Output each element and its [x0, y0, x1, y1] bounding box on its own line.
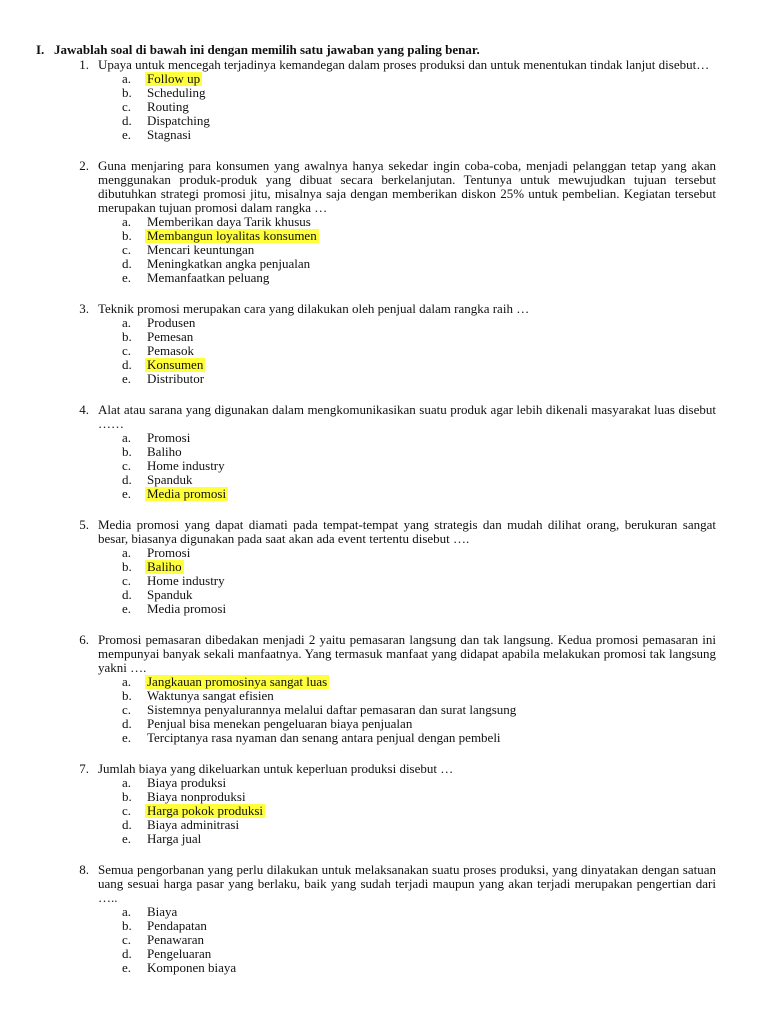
option-letter: d.: [122, 817, 132, 832]
option-letter: b.: [122, 559, 132, 574]
option-letter: b.: [122, 228, 132, 243]
option-letter: c.: [122, 343, 132, 358]
question-text: Promosi pemasaran dibedakan menjadi 2 yaitu pemasaran langsung dan tak langsung. Kedua promosi pemasaran ini mempunyai banyak sekali manfaatnya. Yang termasuk manfaat yang didapat apabila melakukan promosi tak langsung yakni ….: [98, 632, 716, 675]
highlighted-answer: Konsumen: [147, 357, 204, 372]
answer-option: [98, 86, 716, 100]
option-list: [98, 905, 716, 975]
question-item: [36, 633, 716, 745]
option-text: Pemasok: [147, 343, 194, 358]
answer-option: [98, 689, 716, 703]
question-body: [98, 762, 716, 846]
option-text: Penawaran: [147, 932, 205, 947]
option-letter: a.: [122, 430, 132, 445]
option-list: [98, 776, 716, 846]
option-letter: e.: [122, 127, 132, 142]
option-text: Komponen biaya: [147, 960, 237, 975]
question-number: 1.: [79, 57, 89, 72]
option-text: Memberikan daya Tarik khusus: [147, 214, 311, 229]
question-item: [36, 863, 716, 975]
answer-option: [98, 445, 716, 459]
option-letter: c.: [122, 99, 132, 114]
question-number: 5.: [79, 517, 89, 532]
answer-option: [98, 487, 716, 501]
option-text: Pendapatan: [147, 918, 207, 933]
answer-option: [98, 804, 716, 818]
option-letter: c.: [122, 702, 132, 717]
question-body: [98, 518, 716, 616]
option-letter: c.: [122, 458, 132, 473]
question-list: [36, 58, 716, 975]
question-item: [36, 403, 716, 501]
option-text: Produsen: [147, 315, 196, 330]
option-letter: e.: [122, 371, 132, 386]
answer-option: [98, 128, 716, 142]
question-body: [98, 302, 716, 386]
option-letter: b.: [122, 789, 132, 804]
option-text: Sistemnya penyalurannya melalui daftar pemasaran dan surat langsung: [147, 702, 517, 717]
question-body: [98, 58, 716, 142]
question-text: Upaya untuk mencegah terjadinya kemandegan dalam proses produksi dan untuk menentukan tindak lanjut disebut…: [98, 57, 710, 72]
highlighted-answer: Harga pokok produksi: [147, 803, 264, 818]
option-text: Waktunya sangat efisien: [147, 688, 274, 703]
question-number: 7.: [79, 761, 89, 776]
option-letter: c.: [122, 803, 132, 818]
option-letter: c.: [122, 932, 132, 947]
section-number: I.: [36, 42, 45, 57]
option-text: Promosi: [147, 430, 191, 445]
option-text: Biaya adminitrasi: [147, 817, 240, 832]
option-list: [98, 431, 716, 501]
option-text: Terciptanya rasa nyaman dan senang antara penjual dengan pembeli: [147, 730, 501, 745]
option-letter: a.: [122, 904, 132, 919]
question-number: 3.: [79, 301, 89, 316]
option-letter: b.: [122, 329, 132, 344]
answer-option: [98, 588, 716, 602]
option-list: [98, 546, 716, 616]
question-text: Teknik promosi merupakan cara yang dilakukan oleh penjual dalam rangka raih …: [98, 301, 530, 316]
question-text: Alat atau sarana yang digunakan dalam mengkomunikasikan suatu produk agar lebih dikenali masyarakat luas disebut ……: [98, 402, 716, 431]
option-letter: e.: [122, 730, 132, 745]
answer-option: [98, 832, 716, 846]
question-number: 2.: [79, 158, 89, 173]
answer-option: [98, 818, 716, 832]
question-item: [36, 58, 716, 142]
option-text: Biaya nonproduksi: [147, 789, 246, 804]
option-letter: a.: [122, 214, 132, 229]
section-instruction: Jawablah soal di bawah ini dengan memilih satu jawaban yang paling benar.: [54, 42, 480, 57]
question-number: 6.: [79, 632, 89, 647]
question-item: [36, 518, 716, 616]
answer-option: [98, 271, 716, 285]
option-letter: a.: [122, 315, 132, 330]
option-letter: d.: [122, 256, 132, 271]
option-list: [98, 316, 716, 386]
option-text: Promosi: [147, 545, 191, 560]
option-text: Spanduk: [147, 472, 193, 487]
option-letter: e.: [122, 270, 132, 285]
option-text: Spanduk: [147, 587, 193, 602]
option-letter: e.: [122, 831, 132, 846]
option-letter: c.: [122, 573, 132, 588]
question-body: [98, 403, 716, 501]
answer-option: [98, 574, 716, 588]
option-letter: c.: [122, 242, 132, 257]
option-letter: a.: [122, 545, 132, 560]
option-text: Stagnasi: [147, 127, 192, 142]
option-letter: d.: [122, 716, 132, 731]
question-item: [36, 159, 716, 285]
option-text: Harga jual: [147, 831, 202, 846]
highlighted-answer: Baliho: [147, 559, 182, 574]
option-text: Penjual bisa menekan pengeluaran biaya penjualan: [147, 716, 413, 731]
question-text: Guna menjaring para konsumen yang awalnya hanya sekedar ingin coba-coba, menjadi pelanggan tetap yang akan menggunakan produk-produk yang dibuat secara berkelanjutan. Tentunya untuk mewujudkan tujuan tersebut dibutuhkan strategi promosi jitu, misalnya saja dengan memberikan diskon 25% untuk pembelian. Kegiatan tersebut merupakan tujuan promosi dalam rangka …: [98, 158, 716, 215]
answer-option: [98, 372, 716, 386]
option-text: Routing: [147, 99, 189, 114]
answer-option: [98, 790, 716, 804]
option-text: Distributor: [147, 371, 205, 386]
answer-option: [98, 560, 716, 574]
highlighted-answer: Follow up: [147, 71, 201, 86]
answer-option: [98, 717, 716, 731]
option-letter: d.: [122, 472, 132, 487]
answer-option: [98, 229, 716, 243]
option-letter: a.: [122, 674, 132, 689]
answer-option: [98, 546, 716, 560]
option-text: Pengeluaran: [147, 946, 212, 961]
answer-option: [98, 358, 716, 372]
option-list: [98, 72, 716, 142]
option-text: Meningkatkan angka penjualan: [147, 256, 311, 271]
answer-option: [98, 933, 716, 947]
answer-option: [98, 459, 716, 473]
option-letter: b.: [122, 918, 132, 933]
answer-option: [98, 473, 716, 487]
question-number: 4.: [79, 402, 89, 417]
option-letter: d.: [122, 946, 132, 961]
answer-option: [98, 257, 716, 271]
answer-option: [98, 919, 716, 933]
answer-option: [98, 215, 716, 229]
option-letter: b.: [122, 85, 132, 100]
option-text: Home industry: [147, 573, 225, 588]
option-list: [98, 675, 716, 745]
question-text: Jumlah biaya yang dikeluarkan untuk keperluan produksi disebut …: [98, 761, 454, 776]
answer-option: [98, 602, 716, 616]
option-letter: d.: [122, 357, 132, 372]
section-heading: [36, 43, 716, 57]
option-letter: e.: [122, 960, 132, 975]
option-list: [98, 215, 716, 285]
answer-option: [98, 776, 716, 790]
highlighted-answer: Jangkauan promosinya sangat luas: [147, 674, 328, 689]
answer-option: [98, 330, 716, 344]
option-letter: b.: [122, 688, 132, 703]
answer-option: [98, 100, 716, 114]
question-number: 8.: [79, 862, 89, 877]
option-text: Memanfaatkan peluang: [147, 270, 270, 285]
option-letter: e.: [122, 601, 132, 616]
option-text: Scheduling: [147, 85, 206, 100]
answer-option: [98, 431, 716, 445]
highlighted-answer: Media promosi: [147, 486, 227, 501]
answer-option: [98, 316, 716, 330]
answer-option: [98, 344, 716, 358]
question-text: Media promosi yang dapat diamati pada tempat-tempat yang strategis dan mudah dilihat orang, berukuran sangat besar, biasanya digunakan pada saat akan ada event tertentu disebut ….: [98, 517, 716, 546]
option-letter: a.: [122, 775, 132, 790]
option-text: Mencari keuntungan: [147, 242, 255, 257]
option-text: Pemesan: [147, 329, 194, 344]
answer-option: [98, 905, 716, 919]
option-letter: d.: [122, 587, 132, 602]
question-item: [36, 762, 716, 846]
option-text: Biaya produksi: [147, 775, 227, 790]
option-letter: d.: [122, 113, 132, 128]
option-text: Home industry: [147, 458, 225, 473]
question-item: [36, 302, 716, 386]
option-letter: b.: [122, 444, 132, 459]
option-letter: e.: [122, 486, 132, 501]
highlighted-answer: Membangun loyalitas konsumen: [147, 228, 317, 243]
question-body: [98, 159, 716, 285]
option-text: Baliho: [147, 444, 182, 459]
answer-option: [98, 72, 716, 86]
question-body: [98, 633, 716, 745]
answer-option: [98, 703, 716, 717]
answer-option: [98, 675, 716, 689]
option-text: Biaya: [147, 904, 178, 919]
answer-option: [98, 114, 716, 128]
answer-option: [98, 961, 716, 975]
answer-option: [98, 243, 716, 257]
option-text: Media promosi: [147, 601, 227, 616]
question-text: Semua pengorbanan yang perlu dilakukan untuk melaksanakan suatu proses produksi, yang dinyatakan dengan satuan uang sesuai harga pasar yang berlaku, baik yang sudah terjadi maupun yang akan terjadi merupakan pengertian dari …..: [98, 862, 716, 905]
question-body: [98, 863, 716, 975]
answer-option: [98, 947, 716, 961]
option-text: Dispatching: [147, 113, 210, 128]
option-letter: a.: [122, 71, 132, 86]
answer-option: [98, 731, 716, 745]
